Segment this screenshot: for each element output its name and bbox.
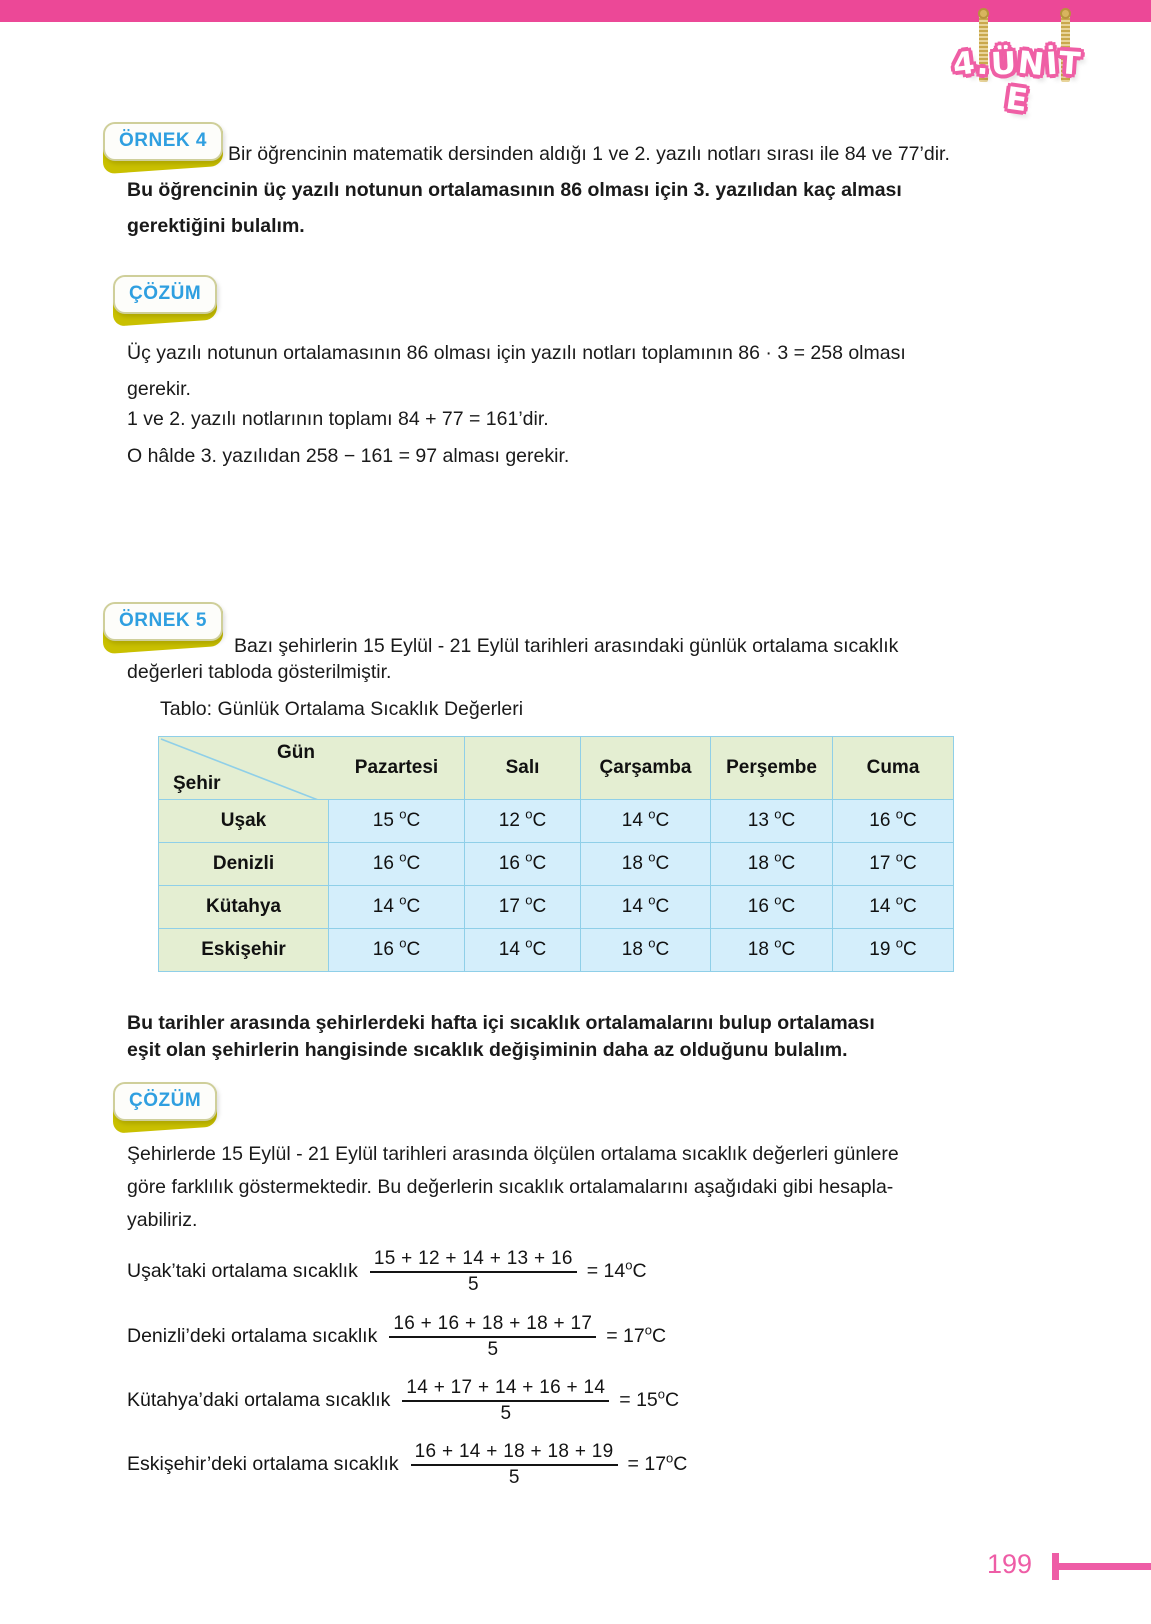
table-col-header-1: Salı — [465, 737, 581, 800]
ornek-4-solution-line-2: gerekir. — [127, 378, 191, 400]
cozum-2-tag — [113, 1082, 217, 1121]
cozum-1-tag-label: ÇÖZÜM — [113, 275, 217, 314]
cozum-2-tag-label: ÇÖZÜM — [113, 1082, 217, 1121]
ornek-5-intro-line-2: değerleri tabloda gösterilmiştir. — [127, 661, 392, 683]
table-cell-1-3: 18 $^o$C — [711, 843, 833, 886]
table-header-row — [159, 737, 954, 800]
table-row-header-1: Denizli — [159, 843, 329, 886]
average-result-3: = $17^oC$ — [627, 1450, 688, 1476]
ornek-5-solution-line-1: Şehirlerde 15 Eylül - 21 Eylül tarihleri arasında ölçülen ortalama sıcaklık değerleri günlere — [127, 1143, 899, 1165]
temperature-table — [158, 736, 954, 972]
average-fraction-1 — [389, 1313, 596, 1361]
unit-badge-pin-left — [978, 8, 989, 19]
table-col-header-0: Pazartesi — [329, 737, 465, 800]
average-equation-label-3: Eskişehir’deki ortalama sıcaklık — [127, 1453, 399, 1476]
table-row-header-2: Kütahya — [159, 886, 329, 929]
average-fraction-0 — [370, 1248, 577, 1296]
table-col-header-4: Cuma — [833, 737, 954, 800]
fraction-numerator-0: 15 + 12 + 14 + 13 + 16 — [373, 1248, 573, 1269]
table-row — [159, 800, 954, 843]
table-row-header-0: Uşak — [159, 800, 329, 843]
page-number: 199 — [986, 1549, 1032, 1579]
fraction-denominator-0: 5 — [467, 1273, 479, 1295]
corner-col-label: Gün — [277, 742, 315, 763]
table-cell-0-0: 15 $^o$C — [329, 800, 465, 843]
ornek-5-solution-line-3: yabiliriz. — [127, 1209, 198, 1231]
fraction-denominator-1: 5 — [487, 1338, 499, 1360]
unit-badge-label: 4.ÜNİTE — [951, 44, 1084, 120]
ornek-4-question-line-1: Bu öğrencinin üç yazılı notunun ortalamasının 86 olması için 3. yazılıdan kaç alması — [127, 179, 902, 201]
table-corner-cell — [159, 737, 329, 800]
table-cell-0-4: 16 $^o$C — [833, 800, 954, 843]
fraction-numerator-1: 16 + 16 + 18 + 18 + 17 — [393, 1313, 593, 1334]
fraction-numerator-3: 16 + 14 + 18 + 18 + 19 — [414, 1441, 614, 1462]
unit-badge — [943, 4, 1093, 120]
table-cell-3-2: 18 $^o$C — [581, 929, 711, 972]
table-row — [159, 843, 954, 886]
ornek-4-question-line-2: gerektiğini bulalım. — [127, 215, 305, 237]
table-cell-1-2: 18 $^o$C — [581, 843, 711, 886]
ornek-5-solution-line-2: göre farklılık göstermektedir. Bu değerlerin sıcaklık ortalamalarını aşağıdaki gibi hesapla- — [127, 1176, 894, 1198]
ornek-5-tag-label: ÖRNEK 5 — [103, 602, 223, 641]
table-col-header-2: Çarşamba — [581, 737, 711, 800]
average-equation-label-2: Kütahya’daki ortalama sıcaklık — [127, 1389, 391, 1412]
average-equation-1 — [127, 1313, 666, 1361]
ornek-4-tag — [103, 122, 223, 161]
table-cell-0-3: 13 $^o$C — [711, 800, 833, 843]
average-equation-3 — [127, 1441, 687, 1489]
table-cell-3-4: 19 $^o$C — [833, 929, 954, 972]
ornek-4-tag-label: ÖRNEK 4 — [103, 122, 223, 161]
fraction-numerator-2: 14 + 17 + 14 + 16 + 14 — [406, 1377, 606, 1398]
table-row-header-3: Eskişehir — [159, 929, 329, 972]
ornek-4-intro: Bir öğrencinin matematik dersinden aldığı 1 ve 2. yazılı notları sırası ile 84 ve 77’dir. — [228, 143, 950, 165]
table-cell-2-0: 14 $^o$C — [329, 886, 465, 929]
table-cell-0-2: 14 $^o$C — [581, 800, 711, 843]
average-result-2: = $15^oC$ — [619, 1386, 680, 1412]
table-cell-3-1: 14 $^o$C — [465, 929, 581, 972]
table-caption: Tablo: Günlük Ortalama Sıcaklık Değerleri — [160, 698, 524, 720]
table-cell-1-1: 16 $^o$C — [465, 843, 581, 886]
cozum-1-tag — [113, 275, 217, 314]
average-equation-label-1: Denizli’deki ortalama sıcaklık — [127, 1325, 378, 1348]
ornek-4-solution-line-4: O hâlde 3. yazılıdan 258 − 161 = 97 alması gerekir. — [127, 445, 570, 467]
table-cell-2-3: 16 $^o$C — [711, 886, 833, 929]
fraction-denominator-3: 5 — [508, 1466, 520, 1488]
corner-split-cell — [159, 737, 329, 799]
table-row — [159, 929, 954, 972]
average-equation-2 — [127, 1377, 679, 1425]
average-equation-0 — [127, 1248, 647, 1296]
ornek-4-solution-line-3: 1 ve 2. yazılı notlarının toplamı 84 + 77 = 161’dir. — [127, 408, 549, 430]
table-cell-3-3: 18 $^o$C — [711, 929, 833, 972]
average-fraction-2 — [402, 1377, 609, 1425]
unit-badge-pin-right — [1060, 8, 1071, 19]
table-cell-1-0: 16 $^o$C — [329, 843, 465, 886]
table-col-header-3: Perşembe — [711, 737, 833, 800]
average-result-0: = $14^oC$ — [586, 1257, 647, 1283]
ornek-5-tag — [103, 602, 223, 641]
table-cell-0-1: 12 $^o$C — [465, 800, 581, 843]
table-cell-2-4: 14 $^o$C — [833, 886, 954, 929]
ornek-5-question-line-2: eşit olan şehirlerin hangisinde sıcaklık değişiminin daha az olduğunu bulalım. — [127, 1039, 848, 1061]
ornek-5-question-line-1: Bu tarihler arasında şehirlerdeki hafta içi sıcaklık ortalamalarını bulup ortalaması — [127, 1012, 875, 1034]
table-cell-3-0: 16 $^o$C — [329, 929, 465, 972]
average-fraction-3 — [411, 1441, 618, 1489]
ornek-4-solution-line-1: Üç yazılı notunun ortalamasının 86 olması için yazılı notları toplamının 86 · 3 = 258 olması — [127, 342, 906, 364]
table-cell-1-4: 17 $^o$C — [833, 843, 954, 886]
footer-bar — [1055, 1563, 1151, 1570]
fraction-denominator-2: 5 — [500, 1402, 512, 1424]
average-result-1: = $17^oC$ — [606, 1322, 667, 1348]
ornek-5-intro-line-1: Bazı şehirlerin 15 Eylül - 21 Eylül tarihleri arasındaki günlük ortalama sıcaklık — [234, 635, 899, 657]
average-equation-label-0: Uşak’taki ortalama sıcaklık — [127, 1260, 358, 1283]
corner-row-label: Şehir — [173, 773, 221, 794]
table-cell-2-1: 17 $^o$C — [465, 886, 581, 929]
table-row — [159, 886, 954, 929]
table-cell-2-2: 14 $^o$C — [581, 886, 711, 929]
